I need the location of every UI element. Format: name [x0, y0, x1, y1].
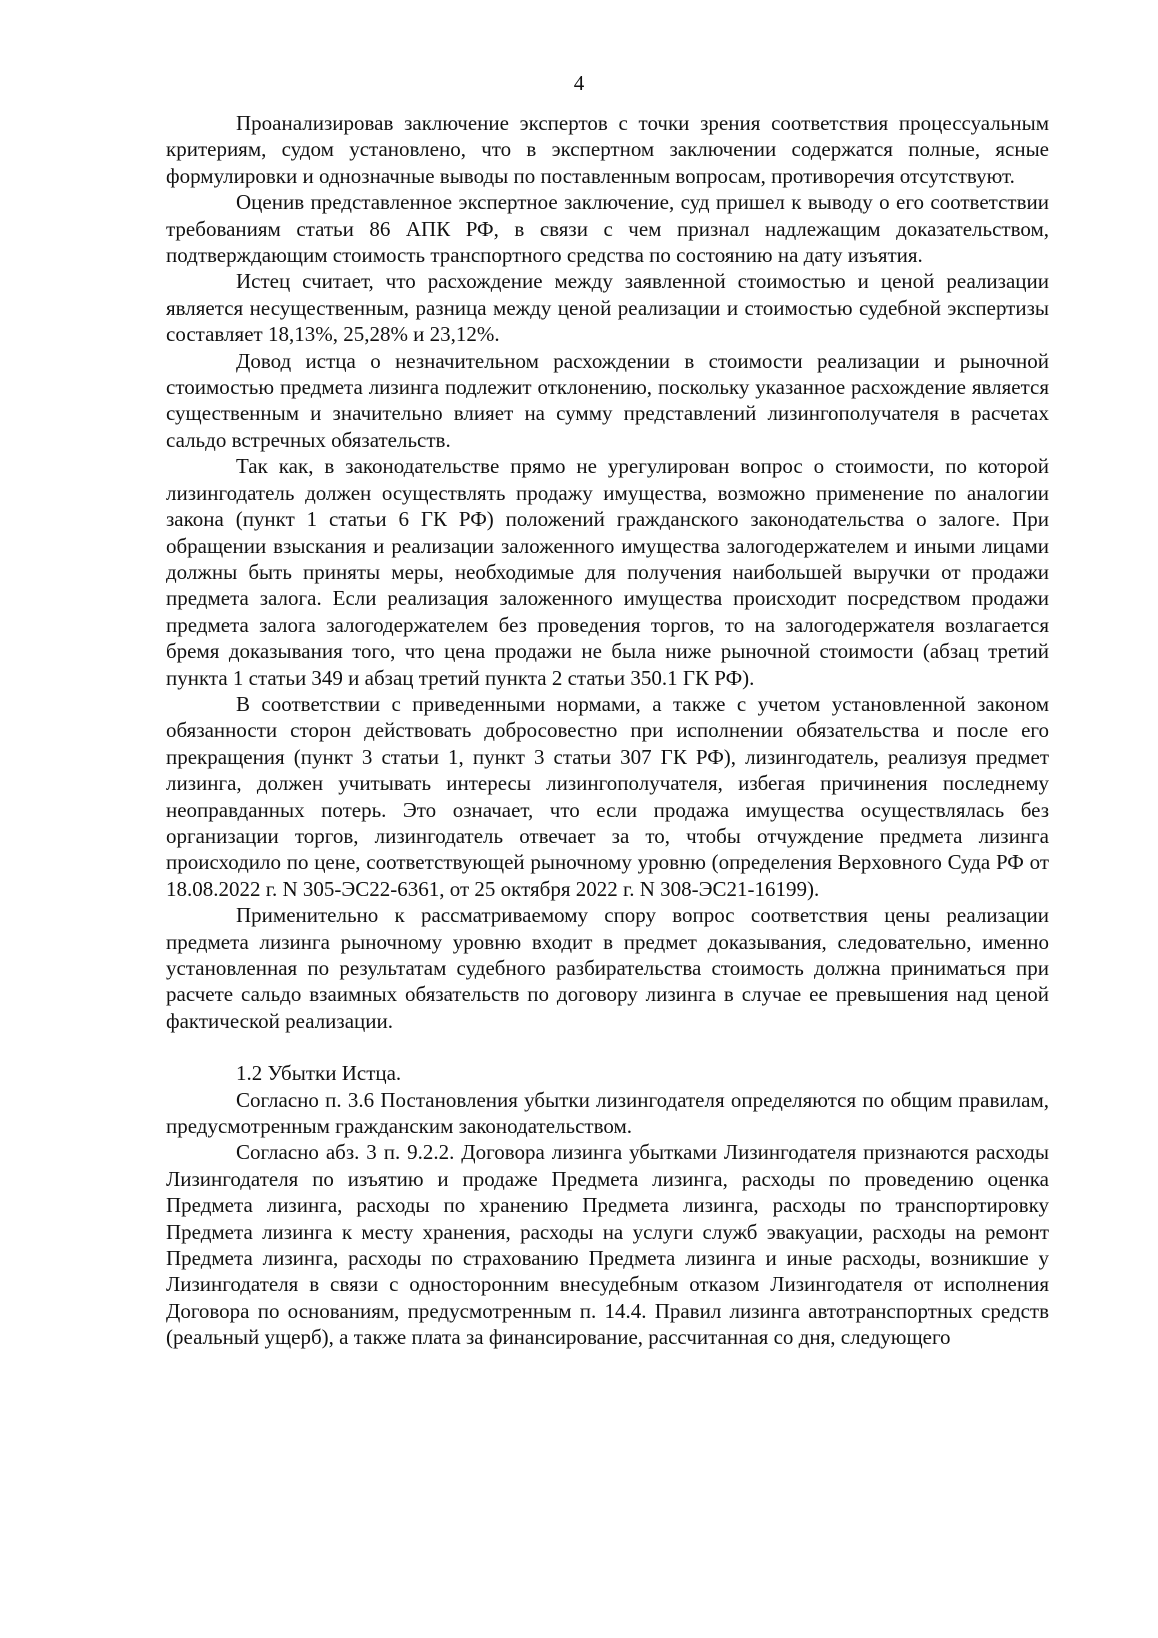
paragraph: Истец считает, что расхождение между заявленной стоимостью и ценой реализации является несущественным, разница между ценой реализации и стоимостью судебной экспертизы составляет 18,13%, 25,28% и 23,12%. — [166, 269, 1049, 347]
section-heading: 1.2 Убытки Истца. — [236, 1061, 402, 1086]
page-number: 4 — [573, 71, 585, 95]
paragraph: Довод истца о незначительном расхождении в стоимости реализации и рыночной стоимостью предмета лизинга подлежит отклонению, поскольку указанное расхождение является существенным и значительно влияет на сумму представлений лизингополучателя в расчетах сальдо встречных обязательств. — [166, 348, 1049, 452]
paragraph: Согласно абз. 3 п. 9.2.2. Договора лизинга убытками Лизингодателя признаются расходы Лизингодателя по изъятию и продаже Предмета лизинга, расходы по проведению оценка Предмета лизинга, расходы по хранению Предмета лизинга, расходы по транспортировку Предмета лизинга к месту хранения, расходы на услуги служб эвакуации, расходы на ремонт Предмета лизинга, расходы по страхованию Предмета лизинга и иные расходы, возникшие у Лизингодателя в связи с односторонним внесудебным отказом Лизингодателя от исполнения Договора по основаниям, предусмотренным п. 14.4. Правил лизинга автотранспортных средств (реальный ущерб), а также плата за финансирование, рассчитанная со дня, следующего — [166, 1140, 1049, 1350]
paragraph: В соответствии с приведенными нормами, а также с учетом установленной законом обязанности сторон действовать добросовестно при исполнении обязательства и после его прекращения (пункт 3 статьи 1, пункт 3 статьи 307 ГК РФ), лизингодатель, реализуя предмет лизинга, должен учитывать интересы лизингополучателя, избегая причинения последнему неоправданных потерь. Это означает, что если продажа имущества осуществлялась без организации торгов, лизингодатель отвечает за то, чтобы отчуждение предмета лизинга происходило по цене, соответствующей рыночному уровню (определения Верховного Суда РФ от 18.08.2022 г. N 305-ЭС22-6361, от 25 октября 2022 г. N 308-ЭС21-16199). — [166, 691, 1049, 901]
paragraph: Оценив представленное экспертное заключение, суд пришел к выводу о его соответствии требованиям статьи 86 АПК РФ, в связи с чем признал надлежащим доказательством, подтверждающим стоимость транспортного средства по состоянию на дату изъятия. — [166, 190, 1049, 268]
paragraph: Согласно п. 3.6 Постановления убытки лизингодателя определяются по общим правилам, предусмотренным гражданским законодательством. — [166, 1087, 1049, 1139]
paragraph: Применительно к рассматриваемому спору вопрос соответствия цены реализации предмета лизинга рыночному уровню входит в предмет доказывания, следовательно, именно установленная по результатам судебного разбирательства стоимость должна приниматься при расчете сальдо взаимных обязательств по договору лизинга в случае ее превышения над ценой фактической реализации. — [166, 903, 1049, 1033]
paragraph: Проанализировав заключение экспертов с точки зрения соответствия процессуальным критериям, судом установлено, что в экспертном заключении содержатся полные, ясные формулировки и однозначные выводы по поставленным вопросам, противоречия отсутствуют. — [166, 111, 1049, 188]
document-body — [166, 110, 1049, 1351]
paragraph: Так как, в законодательстве прямо не урегулирован вопрос о стоимости, по которой лизингодатель должен осуществлять продажу имущества, возможно применение по аналогии закона (пункт 1 статьи 6 ГК РФ) положений гражданского законодательства о залоге. При обращении взыскания и реализации заложенного имущества залогодержателем и иными лицами должны быть приняты меры, необходимые для получения наибольшей выручки от продажи предмета залога. Если реализация заложенного имущества происходит посредством продажи предмета залога залогодержателем без проведения торгов, то на залогодержателя возлагается бремя доказывания того, что цена продажи не была ниже рыночной стоимости (абзац третий пункта 1 статьи 349 и абзац третий пункта 2 статьи 350.1 ГК РФ). — [166, 454, 1049, 690]
